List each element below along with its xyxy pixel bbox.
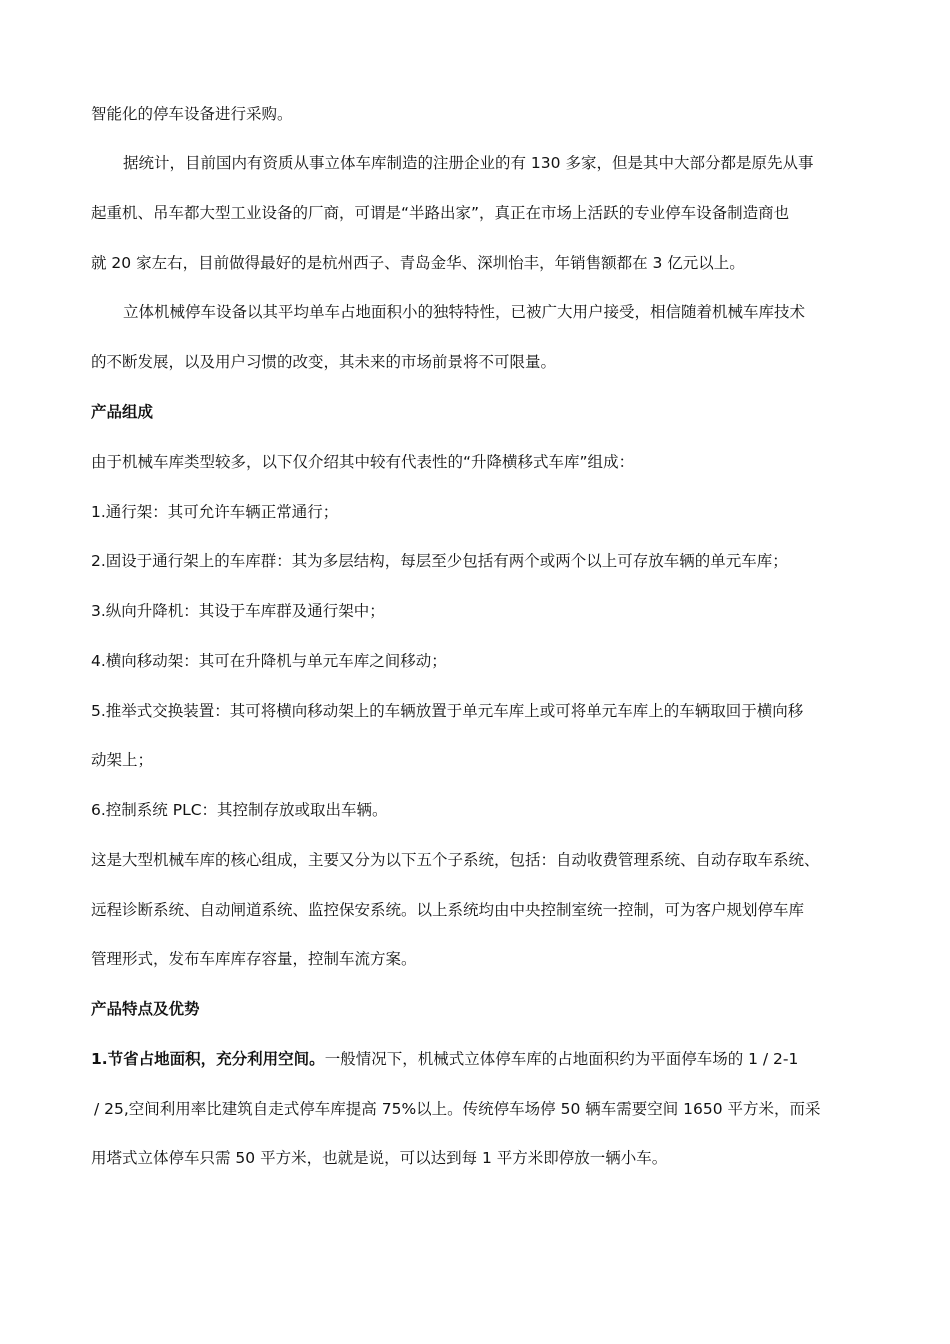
features-point-1-title: 1.节省占地面积，充分利用空间。	[91, 1050, 325, 1068]
features-point-1-line-2: / 25,空间利用率比建筑自走式停车库提高 75%以上。传统停车场停 50 辆车需要空间 1650 平方米，而采	[94, 1100, 821, 1118]
stats-paragraph-line-1: 据统计，目前国内有资质从事立体车库制造的注册企业的有 130 多家，但是其中大部分都是原先从事	[123, 154, 814, 172]
features-point-1-text: 一般情况下，机械式立体停车库的占地面积约为平面停车场的 1 / 2-1	[324, 1050, 799, 1068]
composition-item-6: 6.控制系统 PLC：其控制存放或取出车辆。	[91, 801, 388, 819]
features-point-1-line-3: 用塔式立体停车只需 50 平方米，也就是说，可以达到每 1 平方米即停放一辆小车。	[91, 1149, 668, 1167]
composition-item-1: 1.通行架：其可允许车辆正常通行；	[91, 503, 339, 521]
composition-item-2: 2.固设于通行架上的车库群：其为多层结构，每层至少包括有两个或两个以上可存放车辆的单元车库；	[91, 552, 788, 570]
composition-core-line-1: 这是大型机械车库的核心组成，主要又分为以下五个子系统，包括：自动收费管理系统、自动存取车系统、	[91, 851, 820, 869]
composition-heading: 产品组成	[91, 403, 154, 421]
features-heading: 产品特点及优势	[91, 1000, 200, 1018]
features-point-1-line-1	[91, 1048, 866, 1070]
composition-item-3: 3.纵向升降机：其设于车库群及通行架中；	[91, 602, 385, 620]
composition-intro: 由于机械车库类型较多，以下仅介绍其中较有代表性的“升降横移式车库”组成：	[91, 453, 635, 471]
composition-item-4: 4.横向移动架：其可在升降机与单元车库之间移动；	[91, 652, 447, 670]
intro-line: 智能化的停车设备进行采购。	[91, 105, 293, 123]
stats-paragraph-line-3: 就 20 家左右，目前做得最好的是杭州西子、青岛金华、深圳怡丰，年销售额都在 3 亿元以上。	[91, 254, 745, 272]
composition-item-5-line-1: 5.推举式交换装置：其可将横向移动架上的车辆放置于单元车库上或可将单元车库上的车辆取回于横向移	[91, 702, 804, 720]
outlook-paragraph-line-2: 的不断发展，以及用户习惯的改变，其未来的市场前景将不可限量。	[91, 353, 557, 371]
composition-core-line-2: 远程诊断系统、自动闸道系统、监控保安系统。以上系统均由中央控制室统一控制，可为客户规划停车库	[91, 901, 805, 919]
outlook-paragraph-line-1: 立体机械停车设备以其平均单车占地面积小的独特特性，已被广大用户接受，相信随着机械车库技术	[123, 303, 806, 321]
composition-item-5-line-2: 动架上；	[91, 751, 154, 769]
stats-paragraph-line-2: 起重机、吊车都大型工业设备的厂商，可谓是“半路出家”，真正在市场上活跃的专业停车设备制造商也	[91, 204, 790, 222]
composition-core-line-3: 管理形式，发布车库库存容量，控制车流方案。	[91, 950, 417, 968]
